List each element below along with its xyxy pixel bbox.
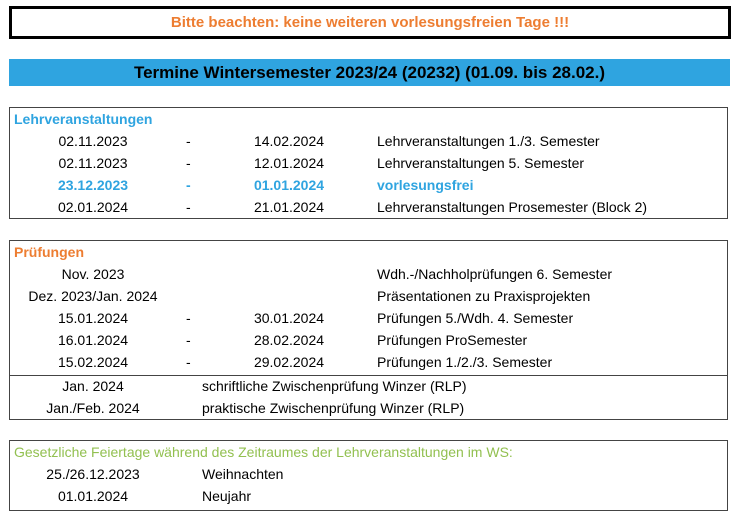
section-title-feiertage: Gesetzliche Feiertage während des Zeitraumes der Lehrveranstaltungen im WS: <box>14 444 513 460</box>
event-description: Lehrveranstaltungen 5. Semester <box>377 155 585 171</box>
date-to: 21.01.2024 <box>253 199 325 215</box>
page-title: Termine Wintersemester 2023/24 (20232) (01.09. bis 28.02.) <box>133 62 606 82</box>
date-to: 01.01.2024 <box>253 177 325 193</box>
event-description: Prüfungen ProSemester <box>377 332 528 348</box>
date-from: Nov. 2023 <box>61 266 125 282</box>
date-to: 28.02.2024 <box>253 332 325 348</box>
date-separator: - <box>186 133 191 149</box>
date-to: 29.02.2024 <box>253 354 325 370</box>
date-separator: - <box>186 310 191 326</box>
table-row <box>10 308 727 330</box>
table-row <box>10 376 727 398</box>
event-description: schriftliche Zwischenprüfung Winzer (RLP) <box>202 378 467 394</box>
table-row <box>10 352 727 374</box>
date-to: 30.01.2024 <box>253 310 325 326</box>
table-row <box>10 486 727 508</box>
event-description: Wdh.-/Nachholprüfungen 6. Semester <box>377 266 613 282</box>
pruefungen-section <box>9 240 728 420</box>
event-description: vorlesungsfrei <box>377 177 474 193</box>
section-title-lehrveranstaltungen: Lehrveranstaltungen <box>14 111 153 127</box>
table-row <box>10 330 727 352</box>
date-from: 15.02.2024 <box>57 354 129 370</box>
event-description: Lehrveranstaltungen 1./3. Semester <box>377 133 600 149</box>
table-row-highlighted <box>10 175 727 197</box>
table-row <box>10 286 727 308</box>
date-from: 15.01.2024 <box>57 310 129 326</box>
date-from: 02.11.2023 <box>58 133 128 149</box>
date-from: 02.11.2023 <box>58 155 128 171</box>
date-separator: - <box>186 354 191 370</box>
feiertage-section <box>9 440 728 511</box>
holiday-name: Neujahr <box>202 488 252 504</box>
date: 01.01.2024 <box>57 488 129 504</box>
event-description: Prüfungen 5./Wdh. 4. Semester <box>377 310 574 326</box>
holiday-name: Weihnachten <box>202 466 284 482</box>
lehrveranstaltungen-section <box>9 107 728 219</box>
table-row <box>10 398 727 420</box>
date: 25./26.12.2023 <box>46 466 140 482</box>
table-row <box>10 153 727 175</box>
page-title-bar <box>9 59 730 86</box>
date-from: 23.12.2023 <box>57 177 129 193</box>
table-row <box>10 197 727 219</box>
event-description: Prüfungen 1./2./3. Semester <box>377 354 553 370</box>
date-separator: - <box>186 155 191 171</box>
date: Jan./Feb. 2024 <box>46 400 140 416</box>
date-separator: - <box>186 177 191 193</box>
event-description: Lehrveranstaltungen Prosemester (Block 2) <box>377 199 648 215</box>
date-from: Dez. 2023/Jan. 2024 <box>28 288 158 304</box>
date-to: 14.02.2024 <box>253 133 325 149</box>
date: Jan. 2024 <box>62 378 124 394</box>
date-separator: - <box>186 332 191 348</box>
notice-text: Bitte beachten: keine weiteren vorlesungsfreien Tage !!! <box>170 14 570 31</box>
date-from: 16.01.2024 <box>57 332 129 348</box>
event-description: praktische Zwischenprüfung Winzer (RLP) <box>202 400 465 416</box>
date-from: 02.01.2024 <box>57 199 129 215</box>
date-to: 12.01.2024 <box>253 155 325 171</box>
event-description: Präsentationen zu Praxisprojekten <box>377 288 591 304</box>
table-row <box>10 264 727 286</box>
table-row <box>10 131 727 153</box>
section-title-pruefungen: Prüfungen <box>14 244 84 260</box>
notice-box <box>9 6 731 39</box>
date-separator: - <box>186 199 191 215</box>
table-row <box>10 464 727 486</box>
